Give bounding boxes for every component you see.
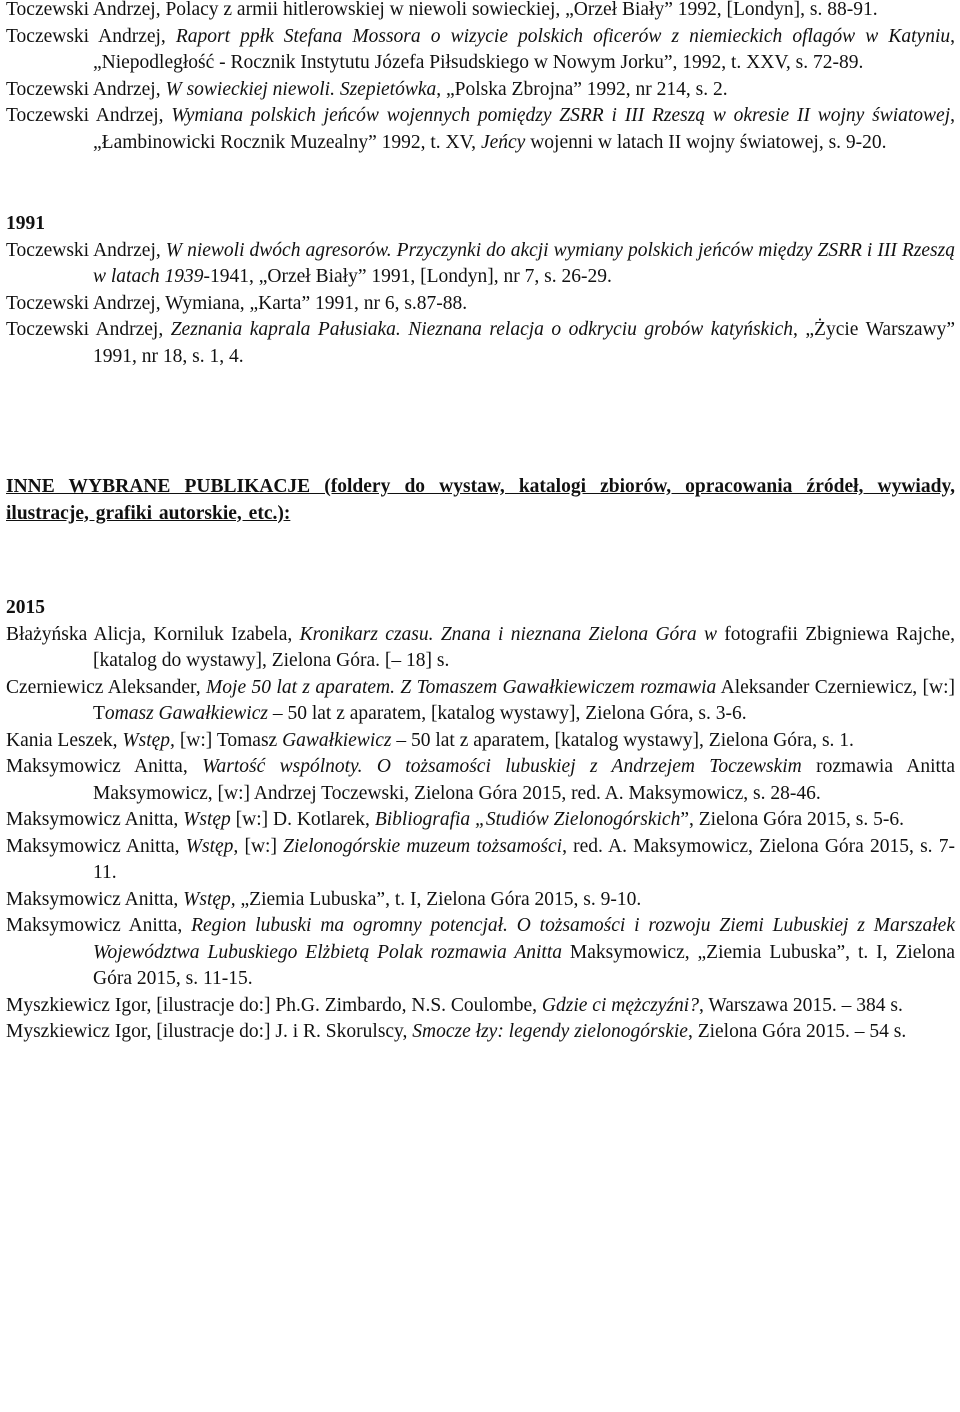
entry-text: , „Niepodległość - Rocznik Instytutu Józefa Piłsudskiego w Nowym Jorku”, 1992, t. XXV, s. 72-89. — [93, 25, 955, 73]
entry-text: Toczewski Andrzej, — [6, 105, 172, 126]
entry-title-italic: Wstęp, — [183, 888, 236, 910]
entry-text: [w:] D. Kotlarek, — [230, 809, 375, 830]
entry-text: -1941, „Orzeł Biały” 1991, [Londyn], nr 7, s. 26-29. — [203, 266, 612, 287]
entry-title-italic: omasz Gawałkiewicz — [104, 703, 268, 724]
bibliography-entry — [6, 993, 955, 1020]
bibliography-entry — [6, 807, 955, 834]
bibliography-1992 — [6, 0, 955, 156]
entry-text: Toczewski Andrzej, — [6, 25, 176, 47]
bibliography-entry — [6, 887, 955, 914]
bibliography-entry — [6, 622, 955, 675]
entry-text: Kania Leszek, — [6, 729, 123, 751]
bibliography-1991 — [6, 238, 955, 371]
entry-text: Maksymowicz, „Ziemia Lubuska”, t. I, Zielona Góra 2015, s. 11-15. — [93, 941, 956, 989]
bibliography-entry — [6, 1019, 955, 1046]
entry-title-italic: W sowieckiej niewoli. Szepietówka — [165, 78, 437, 100]
bibliography-entry — [6, 238, 955, 291]
entry-text: Toczewski Andrzej, — [6, 78, 166, 100]
bibliography-entry — [6, 675, 955, 728]
entry-text: rozmawia Anitta Maksymowicz, [w:] Andrzej Toczewski, Zielona Góra 2015, red. A. Maksymowicz, s. 28-46. — [93, 756, 956, 804]
bibliography-entry — [6, 77, 955, 104]
entry-title-italic: Gdzie ci mężczyźni? — [541, 994, 699, 1016]
entry-text: , „Polska Zbrojna” 1992, nr 214, s. 2. — [436, 78, 728, 100]
entry-title-italic: Jeńcy — [480, 131, 526, 153]
bibliography-entry — [6, 754, 955, 807]
entry-title-italic: Region lubuski ma ogromny potencjał. O tożsamości i rozwoju Ziemi Lubuskiej z Marszałek Województwa Lubuskiego Elżbietą Polak rozmawia Anitta — [93, 915, 955, 963]
entry-text: Błażyńska Alicja, Korniluk Izabela, — [6, 623, 300, 645]
bibliography-entry — [6, 317, 955, 370]
entry-text: , „Życie Warszawy” 1991, nr 18, s. 1, 4. — [93, 319, 955, 367]
bibliography-entry — [6, 834, 955, 887]
entry-text: [w:] Tomasz — [174, 729, 283, 751]
entry-text: Toczewski Andrzej, Polacy z armii hitlerowskiej w niewoli sowieckiej, „Orzeł Biały” 1992, [Londyn], s. 88-91. — [6, 0, 878, 20]
entry-text: Toczewski Andrzej, — [6, 319, 171, 340]
bibliography-entry — [6, 103, 955, 156]
bibliography-entry — [6, 24, 955, 77]
entry-text: Myszkiewicz Igor, [ilustracje do:] J. i R. Skorulscy, — [6, 1021, 413, 1042]
entry-text: Toczewski Andrzej, — [6, 239, 166, 261]
entry-text: – 50 lat z aparatem, [katalog wystawy], Zielona Góra, s. 1. — [391, 729, 854, 751]
section-heading: INNE WYBRANE PUBLIKACJE (foldery do wystaw, katalogi zbiorów, opracowania źródeł, wywiady, ilustracje, grafiki autorskie, etc.): — [6, 476, 955, 524]
entry-title-italic: Bibliografia „Studiów Zielonogórskich — [374, 809, 681, 830]
entry-title-italic: Wymiana polskich jeńców wojennych pomiędzy ZSRR i III Rzeszą w okresie II wojny światowej — [171, 105, 951, 126]
entry-title-italic: Gawałkiewicz — [282, 729, 392, 751]
entry-text: wojenni w latach II wojny światowej, s. 9-20. — [525, 131, 887, 153]
entry-title-italic: Kronikarz czasu. Znana i nieznana Zielona Góra w — [299, 623, 717, 645]
entry-text: Maksymowicz Anitta, — [6, 835, 186, 857]
entry-title-italic: Smocze łzy: legendy zielonogórskie — [412, 1021, 688, 1042]
entry-text: Toczewski Andrzej, Wymiana, „Karta” 1991, nr 6, s.87-88. — [6, 292, 468, 314]
entry-title-italic: Zeznania kaprala Pałusiaka. Nieznana relacja o odkryciu grobów katyńskich — [170, 319, 794, 340]
entry-text: – 50 lat z aparatem, [katalog wystawy], Zielona Góra, s. 3-6. — [267, 703, 747, 724]
entry-text: „Ziemia Lubuska”, t. I, Zielona Góra 2015, s. 9-10. — [235, 888, 642, 910]
bibliography-entry — [6, 728, 955, 755]
entry-title-italic: W niewoli dwóch agresorów. Przyczynki do akcji wymiany polskich jeńców między ZSRR i III Rzeszą w latach 1939 — [93, 239, 955, 287]
bibliography-2015 — [6, 622, 955, 1046]
entry-text: , Zielona Góra 2015. – 54 s. — [687, 1021, 907, 1042]
entry-title-italic: Raport ppłk Stefana Mossora o wizycie polskich oficerów z niemieckich oflagów w Katyniu — [175, 25, 951, 47]
entry-text: Maksymowicz Anitta, — [6, 809, 184, 830]
entry-title-italic: Moje 50 lat z aparatem. Z Tomaszem Gawałkiewiczem rozmawia — [206, 676, 717, 698]
entry-text: Aleksander Czerniewicz, [w:] T — [93, 676, 955, 724]
entry-text: Myszkiewicz Igor, [ilustracje do:] Ph.G. Zimbardo, N.S. Coulombe, — [6, 994, 542, 1016]
year-heading-1991: 1991 — [6, 213, 45, 234]
entry-text: fotografii Zbigniewa Rajche, [katalog do wystawy], Zielona Góra. [– 18] s. — [93, 623, 956, 671]
bibliography-entry — [6, 0, 955, 24]
entry-title-italic: Wartość wspólnoty. O tożsamości lubuskiej z Andrzejem Toczewskim — [202, 756, 802, 777]
entry-text: Maksymowicz Anitta, — [6, 888, 184, 910]
entry-text: Maksymowicz Anitta, — [6, 756, 203, 777]
entry-text: , Warszawa 2015. – 384 s. — [698, 994, 903, 1016]
entry-title-italic: Wstęp, — [122, 729, 175, 751]
entry-title-italic: Wstęp, — [185, 835, 239, 857]
entry-text: , „Łambinowicki Rocznik Muzealny” 1992, t. XV, — [93, 105, 955, 153]
bibliography-entry — [6, 913, 955, 993]
entry-text: Maksymowicz Anitta, — [6, 915, 192, 936]
bibliography-entry — [6, 291, 955, 318]
entry-title-italic: Wstęp — [183, 809, 231, 830]
entry-text: ”, Zielona Góra 2015, s. 5-6. — [680, 809, 904, 830]
entry-text: [w:] — [238, 835, 284, 857]
entry-text: , red. A. Maksymowicz, Zielona Góra 2015, s. 7-11. — [93, 835, 955, 883]
year-heading-2015: 2015 — [6, 597, 45, 618]
entry-text: Czerniewicz Aleksander, — [6, 676, 207, 698]
entry-title-italic: Zielonogórskie muzeum tożsamości — [283, 835, 563, 857]
